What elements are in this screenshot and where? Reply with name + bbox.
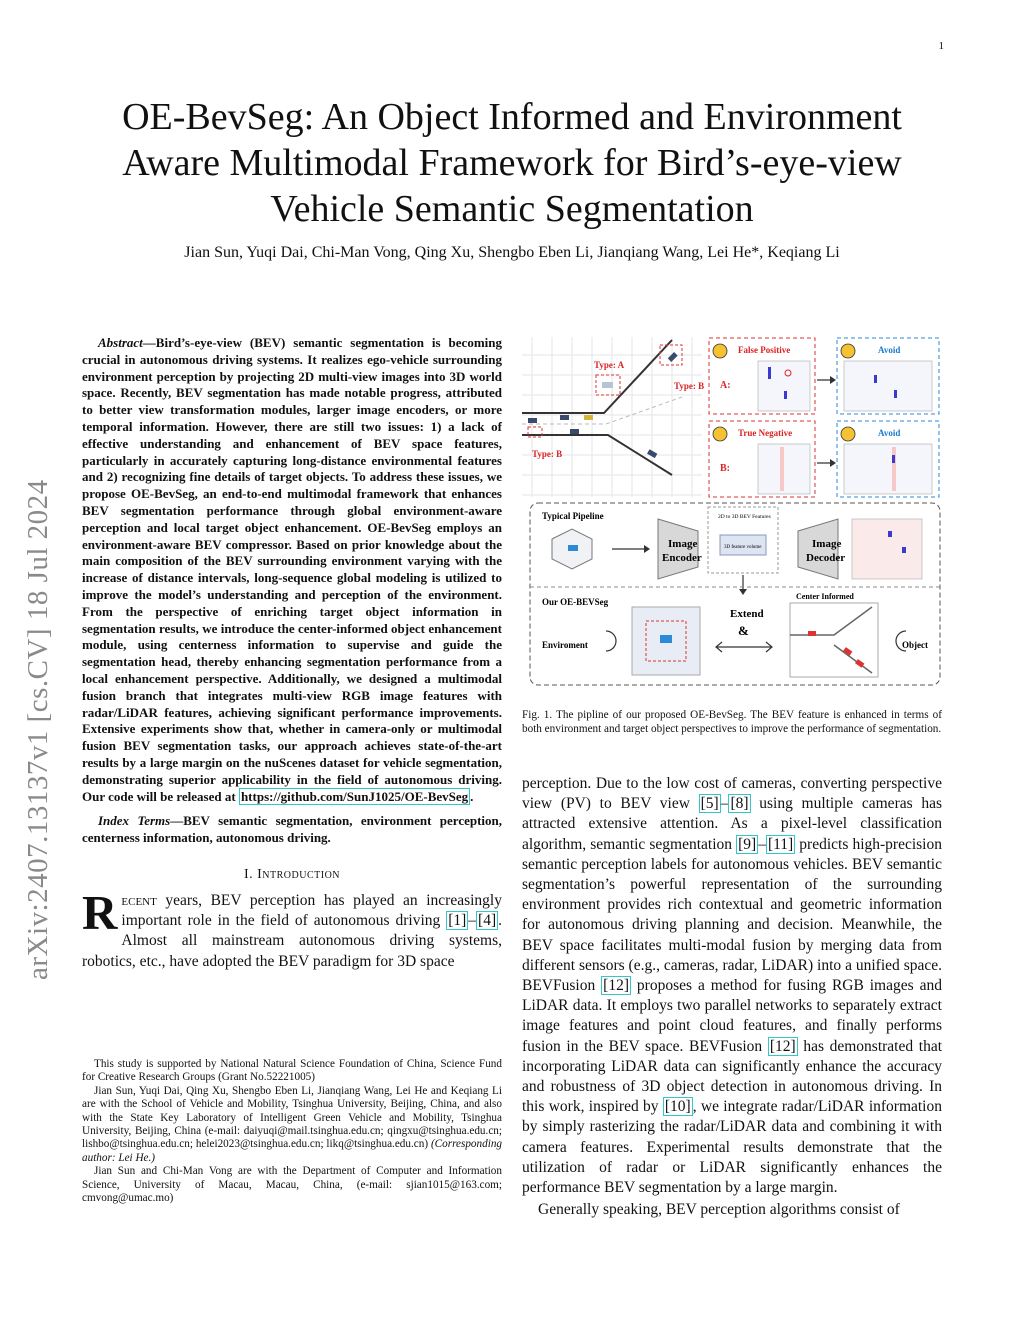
cycle-arrow-icon	[606, 631, 616, 651]
footnote-affiliation-text: Jian Sun, Yuqi Dai, Qing Xu, Shengbo Eben Li, Jianqiang Wang, Lei He and Keqiang Li are with the School of Vehicle and Mobility, Tsinghua University, Beijing, China, and also with the State Key Laboratory of Intelligent Green Vehicle and Mobility, Tsinghua University, Beijing, China (e-mail: daiyuqi@mail.tsinghua.edu.cn; qingxu@tsinghua.edu.cn; lishbo@tsinghua.edu.cn; helei2023@tsinghua.edu.cn; likq@tsinghua.edu.cn)	[82, 1084, 502, 1151]
paper-title: OE-BevSeg: An Object Informed and Environment Aware Multimodal Framework for Bird’s-eye-view Vehicle Semantic Segmentation	[122, 96, 902, 230]
citation-link[interactable]: [11]	[767, 835, 794, 853]
abstract-label: Abstract	[98, 335, 143, 350]
intro-text-1: years, BEV perception has played an increasingly important role in the field of autonomous driving	[121, 891, 502, 930]
road-scene	[522, 337, 704, 497]
citation-link[interactable]: [4]	[478, 912, 497, 930]
extend-label: Extend	[730, 608, 764, 620]
sad-face-icon	[713, 427, 727, 441]
citation-link[interactable]: [10]	[664, 1098, 691, 1116]
intro-paragraph	[82, 884, 502, 972]
vehicle	[584, 415, 593, 420]
text-span: –	[720, 795, 729, 813]
index-terms	[82, 813, 502, 847]
footnote-funding: This study is supported by National Natural Science Foundation of China, Science Fund for Creative Research Groups (Grant No.52221005)	[82, 1058, 502, 1084]
segment-blob	[894, 390, 897, 398]
pipeline-panel	[530, 503, 940, 685]
section-heading	[82, 867, 502, 883]
segment-blob	[888, 531, 892, 537]
arrow-head	[739, 589, 747, 595]
figure-caption: Fig. 1. The pipline of our proposed OE-BevSeg. The BEV feature is enhanced in terms of both environment and target object perspectives to improve the performance of segmentation.	[522, 709, 942, 735]
row-b-label: B:	[720, 463, 730, 474]
features-2d3d-label: 2D to 3D BEV Features	[718, 514, 771, 520]
citation-link[interactable]: [12]	[769, 1037, 796, 1055]
text-span: proposes a method for fusing RGB images and LiDAR data. It employs two parallel networks to separately extract image features and point cloud features, and finally performs fusion in the BEV space. BEVFusion	[522, 977, 942, 1055]
arrow-head	[830, 376, 836, 384]
footnote-umac: Jian Sun and Chi-Man Vong are with the Department of Computer and Information Science, University of Macau, Macau, China, (e-mail: sjian1015@163.com; cmvong@umac.mo)	[82, 1165, 502, 1205]
happy-face-icon	[841, 344, 855, 358]
vehicle	[570, 429, 579, 434]
text-span: –	[758, 835, 766, 853]
index-terms-text: —BEV semantic segmentation, environment perception, centerness information, autonomous driving.	[82, 813, 503, 846]
center-informed-label: Center Informed	[796, 592, 854, 601]
sad-face-icon	[713, 344, 727, 358]
drop-cap: R	[82, 884, 118, 940]
figure-1	[522, 335, 942, 690]
avoid-map-2	[844, 444, 932, 494]
road-strip	[780, 447, 784, 491]
footnote-affiliation	[82, 1085, 502, 1165]
typical-pipeline-label: Typical Pipeline	[542, 511, 604, 521]
citation-link[interactable]: [1]	[448, 912, 467, 930]
object-label: Object	[902, 640, 928, 650]
segment-blob	[892, 455, 895, 463]
bev-feature-label: 3D feature volume	[724, 545, 762, 550]
road-strip	[892, 447, 896, 491]
type-a-label: Type: A	[594, 360, 625, 370]
page-number: 1	[938, 40, 944, 52]
text-span: predicts high-precision semantic perception labels for autonomous vehicles. BEV semantic segmentation’s powerful representation of the surrounding environment provides rich contextual and geometric information for autonomous driving planning and decision. Meanwhile, the BEV space facilitates multi-modal fusion by merging data from different sensors (e.g., cameras, radar, LiDAR) into a unified space. BEVFusion	[522, 835, 942, 995]
text-span: using multiple cameras has attracted extensive attention. As a pixel-level classification algorithm, semantic segmentation	[522, 795, 942, 853]
avoid-label-1: Avoid	[878, 345, 901, 355]
author-list: Jian Sun, Yuqi Dai, Chi-Man Vong, Qing Xu, Shengbo Eben Li, Jianqiang Wang, Lei He*, Keqiang Li	[184, 244, 840, 261]
citation-link[interactable]: [5]	[700, 795, 719, 813]
abstract-text: —Bird’s-eye-view (BEV) semantic segmentation is becoming crucial in autonomous driving systems. It realizes ego-vehicle surrounding environment perception by projecting 2D multi-view images into 3D world space. Recently, BEV segmentation has made notable progress, attributed to better view transformation modules, larger image encoders, or more temporal information. However, there are still two issues: 1) a lack of effective understanding and enhancement of BEV space features, particularly in accurately capturing long-distance environmental features and 2) recognizing fine details of target objects. To address these issues, we propose OE-BevSeg, an end-to-end multimodal framework that enhances BEV segmentation performance through global environment-aware perception and local target object enhancement. OE-BevSeg employs an environment-aware BEV compressor. Based on prior knowledge about the main composition of the BEV surrounding environment varying with the increase of distance intervals, long-sequence global modeling is utilized to improve the model’s understanding and perception of the environment. From the perspective of enriching target object information in segmentation results, we introduce the center-informed object enhancement module, using centerness information to supervise and guide the segmentation head, thereby enhancing segmentation performance from a local enhancement perspective. Additionally, we designed a multimodal fusion branch that integrates multi-view RGB image features with radar/LiDAR features, achieving significant performance improvements. Extensive experiments show that, whether in camera-only or multimodal fusion BEV segmentation tasks, our approach achieves state-of-the-art results by a large margin on the nuScenes dataset for vehicle segmentation, demonstrating superior applicability in the field of autonomous driving. Our code will be released at	[82, 335, 502, 804]
citation-link[interactable]: [12]	[603, 977, 629, 995]
image-encoder-line2: Encoder	[662, 552, 702, 564]
text-span: has demonstrated that incorporating LiDAR data can significantly enhance the accuracy and robustness of 3D object detection in autonomous driving. In this work, inspired by	[522, 1037, 943, 1116]
arrow-head	[830, 459, 836, 467]
image-decoder-line1: Image	[812, 538, 842, 550]
code-link[interactable]: https://github.com/SunJ1025/OE-BevSeg	[240, 788, 469, 804]
arxiv-identifier: arXiv:2407.13137v1 [cs.CV] 18 Jul 2024	[22, 479, 54, 980]
paragraph	[522, 774, 942, 1198]
text-span: , we integrate radar/LiDAR information by simply rasterizing the radar/LiDAR data and combining it with camera features. Experimental results demonstrate that the utilization of radar or LiDAR significantly enhances the performance BEV segmentation by a large margin.	[522, 1098, 942, 1197]
ego-vehicle	[660, 635, 672, 643]
our-method-label: Our OE-BEVSeg	[542, 597, 609, 607]
corresponding-author: (Corresponding author: Lei He.)	[82, 1138, 503, 1164]
type-b-left-label: Type: B	[532, 449, 563, 459]
citation-link[interactable]: [9]	[738, 835, 757, 853]
right-body-text	[522, 774, 942, 1220]
intro-dash: –	[468, 912, 477, 930]
intro-text-2: . Almost all mainstream autonomous driving systems, robotics, etc., have adopted the BEV paradigm for 3D space	[82, 912, 502, 970]
segment-blob	[784, 391, 787, 399]
avoid-map-1	[844, 361, 932, 411]
vehicle	[560, 415, 569, 420]
paragraph: Generally speaking, BEV perception algorithms consist of	[538, 1201, 900, 1219]
object-bev	[790, 603, 878, 677]
index-terms-label: Index Terms	[98, 813, 171, 829]
vehicle	[528, 418, 537, 423]
bev-output-map	[852, 519, 922, 579]
ego-vehicle	[568, 545, 578, 551]
intro-first-word: ecent	[121, 891, 157, 909]
section-number: I.	[243, 866, 258, 882]
error-comparison	[709, 338, 939, 497]
ampersand: &	[738, 623, 749, 638]
avoid-label-2: Avoid	[878, 428, 901, 438]
vehicle	[808, 631, 816, 636]
footnotes	[82, 1058, 502, 1205]
right-column	[522, 335, 942, 1220]
text-span: perception. Due to the low cost of cameras, converting perspective view (PV) to BEV view	[522, 775, 942, 813]
environment-label: Enviroment	[542, 640, 588, 650]
segment-blob	[874, 375, 877, 383]
segment-blob	[768, 367, 771, 379]
pipeline-figure	[522, 335, 942, 690]
abstract-end: .	[470, 788, 474, 804]
left-column	[82, 335, 502, 972]
citation-link[interactable]: [8]	[730, 795, 749, 813]
happy-face-icon	[841, 427, 855, 441]
true-negative-label: True Negative	[738, 428, 793, 438]
image-decoder-line2: Decoder	[806, 552, 846, 564]
arrow-head	[644, 545, 650, 553]
vehicle-ghost	[602, 382, 613, 388]
row-a-label: A:	[720, 380, 731, 391]
abstract	[82, 335, 502, 805]
segment-blob	[902, 547, 906, 553]
false-positive-label: False Positive	[738, 345, 791, 355]
type-b-top-label: Type: B	[674, 381, 705, 391]
image-encoder-line1: Image	[668, 538, 698, 550]
section-title: Introduction	[257, 866, 341, 882]
false-positive-map	[758, 361, 810, 411]
